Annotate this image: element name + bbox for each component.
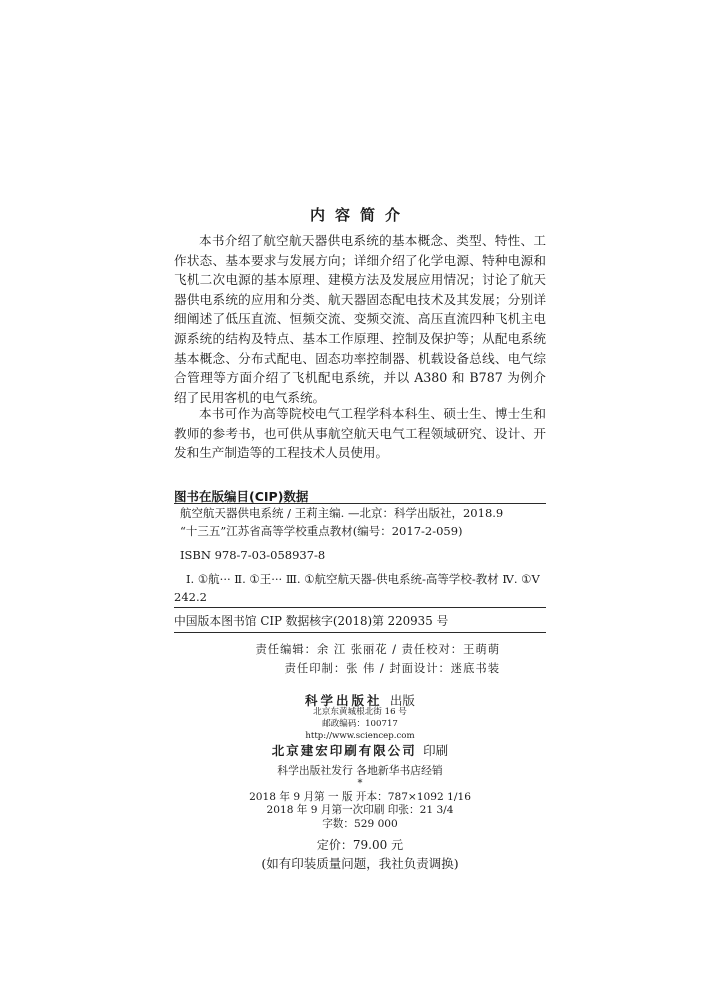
separator-star: * xyxy=(357,778,363,789)
cip-heading: 图书在版编目(CIP)数据 xyxy=(174,489,309,504)
publisher-suffix: 出版 xyxy=(389,693,415,708)
publisher-address: 北京东黄城根北街 16 号 xyxy=(313,707,407,717)
summary-paragraph-1: 本书介绍了航空航天器供电系统的基本概念、类型、特性、工作状态、基本要求与发展方向；详细介绍了化学电源、特种电源和飞机二次电源的基本原理、建模方法及发展应用情况；讨论了航天器供电系统的应用和分类、航天器固态配电技术及其发展；分别详细阐述了低压直流、恒频交流、变频交流、高压直流四种飞机主电源系统的结构及特点、基本工作原理、控制及保护等；从配电系统基本概念、分布式配电、固态功率控制器、机载设备总线、电气综合管理等方面介绍了飞机配电系统，并以 A380 和 B787 为例介绍了民用客机的电气系统。 xyxy=(174,233,546,405)
edition-line-2: 2018 年 9 月第一次印刷 印张：21 3/4 xyxy=(266,804,454,816)
editors-line-2: 责任印制：张 伟 / 封面设计：迷底书装 xyxy=(284,662,500,675)
edition-line-1: 2018 年 9 月第 一 版 开本：787×1092 1/16 xyxy=(249,791,471,803)
summary-title: 内容简介 xyxy=(309,206,410,224)
summary-paragraph-2: 本书可作为高等院校电气工程学科本科生、硕士生、博士生和教师的参考书，也可供从事航空航天电气工程领域研究、设计、开发和生产制造等的工程技术人员使用。 xyxy=(174,406,546,461)
quality-note: (如有印装质量问题，我社负责调换) xyxy=(261,856,459,871)
printer-logo-text: 北京建宏印刷有限公司 xyxy=(271,743,417,758)
word-count: 字数：529 000 xyxy=(322,818,398,830)
editors-line-1: 责任编辑：余 江 张丽花 / 责任校对：王萌萌 xyxy=(255,643,500,656)
cip-top-rule xyxy=(174,503,546,504)
cip-bottom-rule xyxy=(174,632,546,633)
cip-isbn: ISBN 978-7-03-058937-8 xyxy=(180,548,326,562)
cip-title-line: 航空航天器供电系统 / 王莉主编. —北京：科学出版社，2018.9 xyxy=(180,506,504,520)
publisher-postcode: 邮政编码：100717 xyxy=(322,719,398,729)
publisher-logo-text: 科学出版社 xyxy=(305,693,383,708)
cip-classification: Ⅰ. ①航··· Ⅱ. ①王··· Ⅲ. ①航空航天器-供电系统-高等学校-教材 Ⅳ. ①V242.2 xyxy=(174,572,540,604)
cip-middle-rule xyxy=(174,607,546,608)
printer-suffix: 印刷 xyxy=(423,743,449,758)
publisher-url: http://www.sciencep.com xyxy=(305,731,415,741)
distribution-line: 科学出版社发行 各地新华书店经销 xyxy=(277,764,443,777)
cip-series-line: “十三五”江苏省高等学校重点教材(编号：2017-2-059) xyxy=(180,524,463,538)
printer-name xyxy=(0,741,720,759)
cip-cn-library-record: 中国版本图书馆 CIP 数据核字(2018)第 220935 号 xyxy=(174,614,449,628)
price: 定价：79.00 元 xyxy=(316,838,404,852)
